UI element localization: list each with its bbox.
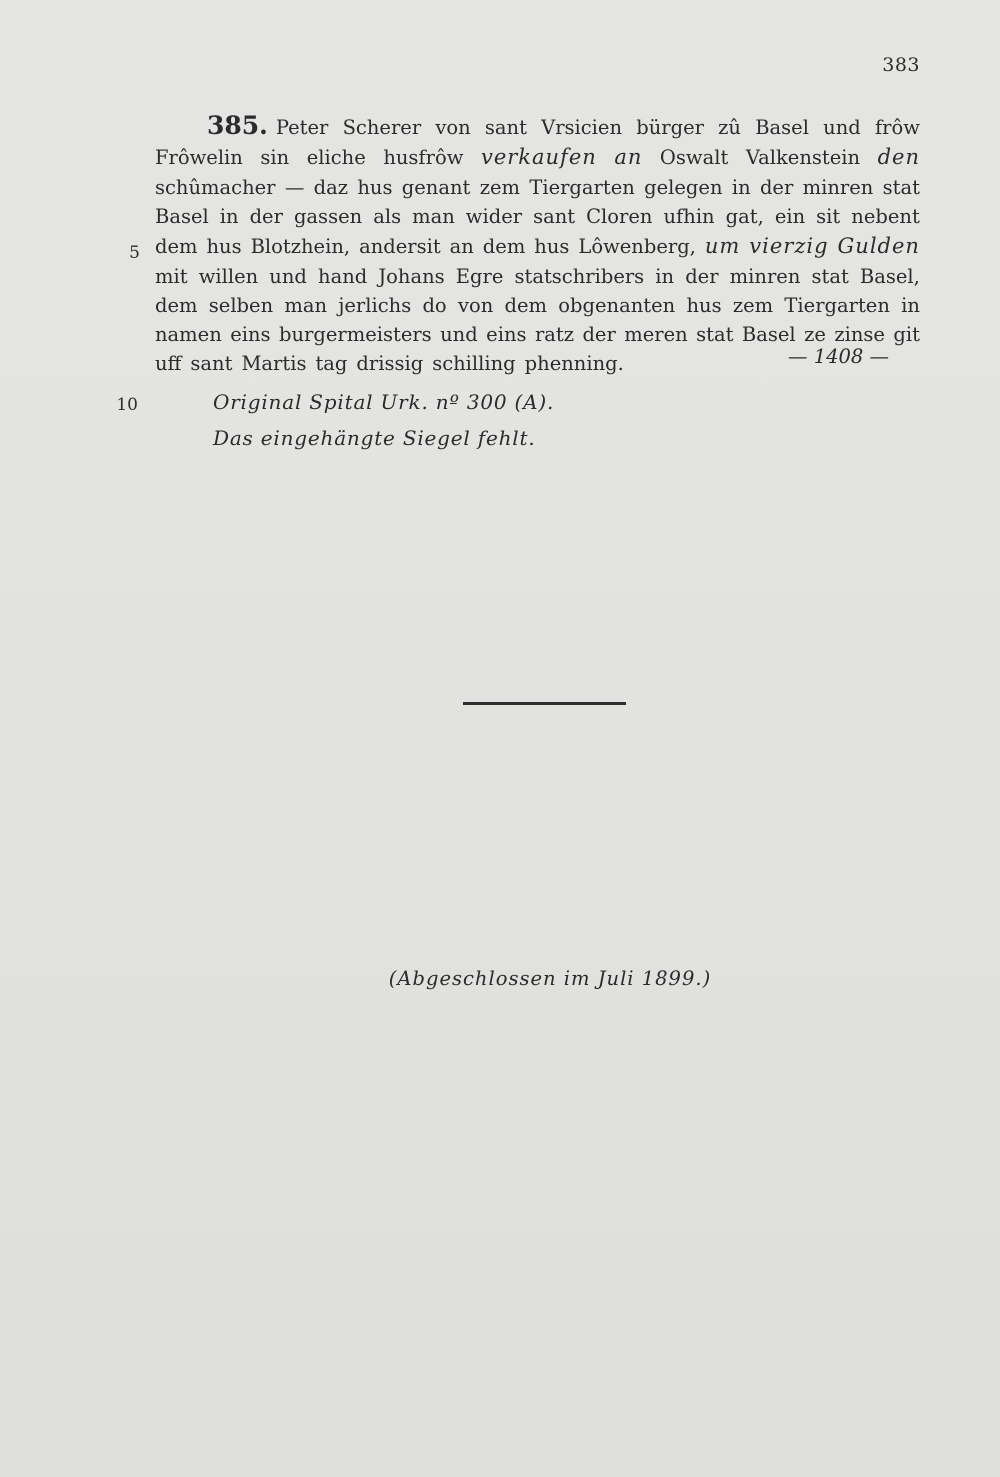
entry-line-5 [155, 232, 920, 261]
word: do [422, 294, 447, 317]
word: Basel, [859, 265, 920, 288]
word: und [269, 265, 307, 288]
word: Martis [241, 352, 307, 375]
word: minren [729, 265, 801, 288]
word: genant [401, 176, 471, 199]
word: stat [811, 265, 849, 288]
word: in [731, 176, 751, 199]
word: bürger [636, 116, 704, 139]
word: als [373, 205, 402, 228]
entry-line-6 [155, 262, 920, 291]
entry-line-1-text [276, 113, 920, 142]
word: sant [190, 352, 233, 375]
word: hus [206, 235, 242, 258]
word: Basel [741, 323, 796, 346]
word: stat [882, 176, 920, 199]
italic-word: vierzig [749, 234, 829, 258]
word: drissig [356, 352, 424, 375]
word: nebent [851, 205, 920, 228]
word: wider [465, 205, 523, 228]
word: und [823, 116, 861, 139]
word: der [582, 323, 616, 346]
word: uff [155, 352, 182, 375]
italic-word: Gulden [837, 234, 920, 258]
word: Valkenstein [745, 146, 861, 169]
word: gelegen [644, 176, 723, 199]
word: Peter [275, 116, 329, 139]
word: frôw [874, 116, 920, 139]
word: stat [696, 323, 734, 346]
word: zem [479, 176, 521, 199]
word: in [655, 265, 675, 288]
word: sant [533, 205, 576, 228]
word: schûmacher [155, 176, 276, 199]
word: Lôwenberg, [578, 235, 696, 258]
word: eins [486, 323, 527, 346]
closing-note: (Abgeschlossen im Juli 1899.) [388, 967, 712, 990]
entry-line-1 [155, 111, 920, 142]
word: Scherer [342, 116, 422, 139]
word: minren [802, 176, 874, 199]
word: obgenanten [558, 294, 676, 317]
word: zinse [834, 323, 885, 346]
word: ufhin [663, 205, 715, 228]
word: sin [260, 146, 290, 169]
entry-line-2 [155, 143, 920, 172]
word: Basel [155, 205, 209, 228]
word: selben [208, 294, 274, 317]
word: eins [230, 323, 271, 346]
word: an [449, 235, 474, 258]
word: in [219, 205, 239, 228]
word: der [685, 265, 719, 288]
word: zû [718, 116, 741, 139]
italic-word: den [877, 145, 920, 169]
word: man [284, 294, 328, 317]
word: Blotzhein, [250, 235, 351, 258]
page-number: 383 [882, 54, 920, 76]
word: hand [318, 265, 368, 288]
word: sit [816, 205, 841, 228]
word: dem [504, 294, 548, 317]
word: der [249, 205, 283, 228]
word: Egre [455, 265, 504, 288]
word: eliche [306, 146, 366, 169]
word: von [457, 294, 494, 317]
entry-year: — 1408 — [788, 345, 890, 368]
word: dem [155, 235, 198, 258]
word: mit [155, 265, 188, 288]
word: dem [155, 294, 198, 317]
word: man [412, 205, 455, 228]
word: sant [484, 116, 527, 139]
word: Frôwelin [155, 146, 243, 169]
entry-number: 385. [207, 111, 268, 140]
word: gassen [293, 205, 363, 228]
word: andersit [359, 235, 441, 258]
word: — [284, 176, 305, 199]
word: ze [804, 323, 826, 346]
word: ein [774, 205, 806, 228]
line-number-5: 5 [129, 243, 140, 263]
word: tag [315, 352, 348, 375]
entry-line-3 [155, 173, 920, 202]
entry-line-7 [155, 291, 920, 320]
note-original: Original Spital Urk. nº 300 (A). [213, 390, 555, 414]
word: Cloren [586, 205, 653, 228]
word: von [435, 116, 471, 139]
word: Tiergarten [529, 176, 635, 199]
word: zem [732, 294, 774, 317]
word: willen [198, 265, 259, 288]
word: Vrsicien [541, 116, 623, 139]
word: git [893, 323, 920, 346]
end-rule [463, 702, 626, 705]
word: Tiergarten [784, 294, 890, 317]
line-number-10: 10 [116, 395, 138, 415]
word: hus [534, 235, 570, 258]
word: schilling [432, 352, 516, 375]
word: ratz [534, 323, 575, 346]
word: hus [357, 176, 393, 199]
italic-word: um [704, 234, 741, 258]
word: statschribers [514, 265, 645, 288]
word: und [440, 323, 478, 346]
word: der [759, 176, 794, 199]
word: daz [313, 176, 349, 199]
entry-line-4 [155, 202, 920, 231]
word: phenning. [524, 352, 624, 375]
note-seal: Das eingehängte Siegel fehlt. [213, 426, 536, 450]
word: gat, [725, 205, 764, 228]
word: husfrôw [383, 146, 464, 169]
word: meren [624, 323, 688, 346]
word: Oswalt [659, 146, 729, 169]
word: jerlichs [338, 294, 412, 317]
word: Johans [378, 265, 445, 288]
italic-word: verkaufen [480, 145, 597, 169]
word: Basel [755, 116, 809, 139]
word: dem [482, 235, 526, 258]
word: namen [155, 323, 222, 346]
word: burgermeisters [279, 323, 432, 346]
italic-word: an [614, 145, 643, 169]
word: hus [686, 294, 722, 317]
word: in [901, 294, 920, 317]
